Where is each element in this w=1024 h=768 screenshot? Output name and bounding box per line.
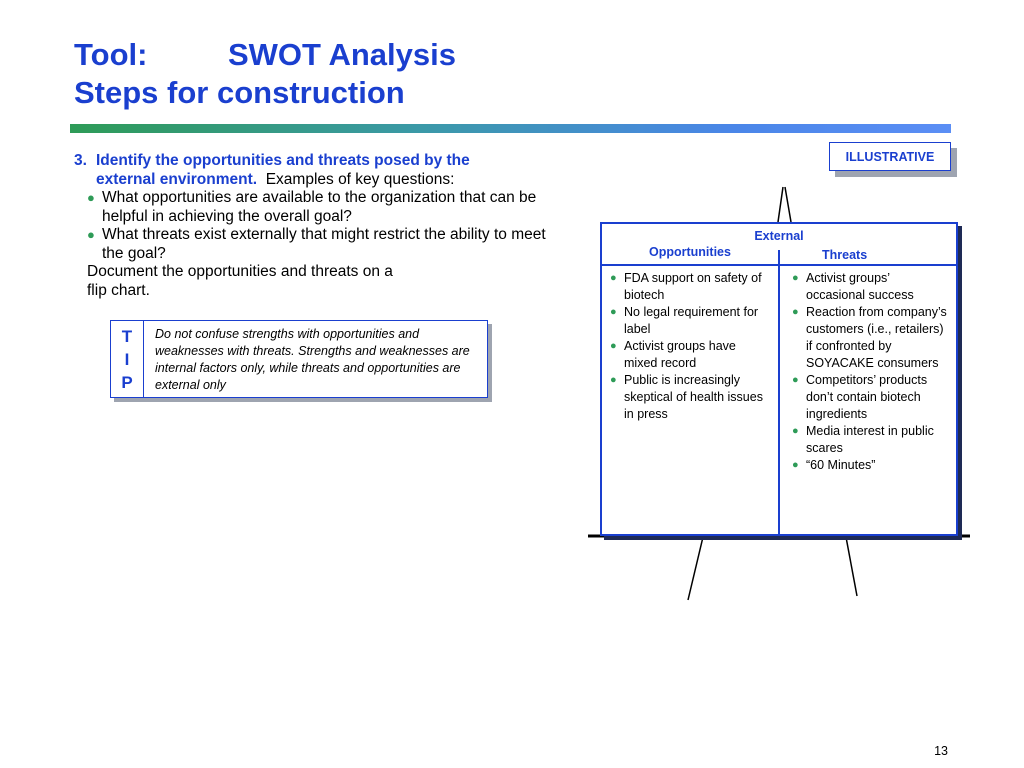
tip-text: Do not confuse strengths with opportunities and weaknesses with threats. Strengths and weaknesses are internal factors only, while threats and opportunities are external only	[155, 327, 470, 392]
list-item	[610, 338, 770, 372]
easel-leg-right	[846, 537, 857, 596]
tip-letter: T	[121, 326, 133, 346]
title-subtitle: Steps for construction	[74, 75, 405, 110]
bullet-dot-icon: ●	[610, 374, 617, 386]
tip-letter: P	[121, 372, 133, 392]
threat-text: “60 Minutes”	[806, 458, 876, 472]
opportunity-text: Activist groups have mixed record	[624, 339, 736, 370]
step-note-line1: Document the opportunities and threats on a	[87, 263, 393, 280]
step-intro: Examples of key questions:	[265, 170, 455, 188]
question-text: What threats exist externally that might restrict the ability to meet the goal?	[102, 226, 546, 262]
easel-leg-left	[688, 537, 703, 600]
list-item	[610, 304, 770, 338]
threat-text: Media interest in public scares	[806, 424, 934, 455]
step-heading-line1: Identify the opportunities and threats posed by the	[96, 152, 470, 169]
list-item	[610, 270, 770, 304]
bullet-dot-icon: ●	[792, 306, 799, 318]
bullet-dot-icon: ●	[87, 227, 95, 242]
opportunity-text: FDA support on safety of biotech	[624, 271, 762, 302]
bullet-dot-icon: ●	[610, 306, 617, 318]
bullet-dot-icon: ●	[610, 340, 617, 352]
easel-top-leg-left	[778, 187, 783, 222]
tip-letter: I	[124, 349, 130, 369]
title-tool-name: SWOT Analysis	[228, 37, 456, 72]
external-header: External	[754, 229, 804, 243]
list-item	[792, 304, 948, 372]
list-item	[792, 270, 948, 304]
threat-text: Activist groups’ occasional success	[806, 271, 914, 302]
threats-heading: Threats	[822, 248, 868, 262]
step-heading-line2: external environment.	[96, 170, 258, 188]
threat-text: Reaction from company’s customers (i.e., retailers) if confronted by SOYACAKE consumers	[806, 305, 947, 370]
easel-top-leg-right	[785, 187, 791, 222]
chart-divider-vertical	[778, 250, 780, 534]
title-tool-label: Tool:	[74, 37, 148, 72]
step-number: 3.	[74, 152, 87, 169]
opportunities-heading: Opportunities	[649, 245, 731, 259]
opportunities-list	[610, 270, 770, 423]
list-item	[792, 423, 948, 457]
page-number: 13	[934, 744, 948, 758]
illustrative-badge: ILLUSTRATIVE	[829, 142, 951, 171]
threat-text: Competitors’ products don’t contain biotech ingredients	[806, 373, 928, 421]
flip-chart	[600, 222, 958, 536]
threats-list	[792, 270, 948, 474]
bullet-dot-icon: ●	[792, 374, 799, 386]
list-item	[610, 372, 770, 423]
bullet-dot-icon: ●	[87, 190, 95, 205]
list-item	[792, 457, 948, 474]
bullet-dot-icon: ●	[610, 272, 617, 284]
list-item	[792, 372, 948, 423]
bullet-dot-icon: ●	[792, 272, 799, 284]
opportunity-text: Public is increasingly skeptical of health issues in press	[624, 373, 763, 421]
opportunity-text: No legal requirement for label	[624, 305, 759, 336]
bullet-dot-icon: ●	[792, 425, 799, 437]
bullet-dot-icon: ●	[792, 459, 799, 471]
question-text: What opportunities are available to the organization that can be helpful in achieving the overall goal?	[102, 189, 537, 225]
step-note-line2: flip chart.	[87, 281, 150, 299]
